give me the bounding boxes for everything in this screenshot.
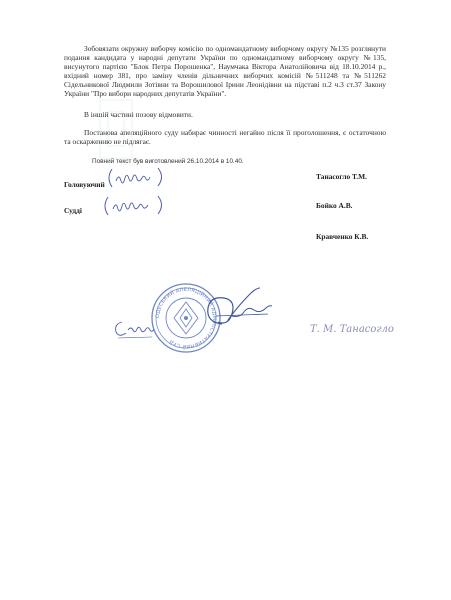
- paragraph-refusal: В іншій частині позову відмовити.: [84, 110, 193, 119]
- presiding-judge-name: Танасогло Т.М.: [316, 172, 367, 181]
- handwritten-signature-judges: [100, 194, 166, 218]
- handwritten-name-tanasoglo: [306, 318, 410, 340]
- presiding-label: Головуючий: [64, 180, 105, 189]
- paragraph-obligation: Зобовязати окружну виборчу комісію по одномандатному виборчому округу №135 розглянути подання кандидата у народні депутати України по одномандатному виборчому округу №135, висунутого партією "Блок Петра Порошенка", Наумчака Віктора Анатолійовича від 18.10.2014 р., вхідний номер 381, про заміну членів дільничних виборчих комісій №511248 та №511262 Сідельникової Людмили Зотівни та Ворошилової Ірини Леонідівни на підставі п.2 ч.3 ст.37 Закону України "Про вибори народних депутатів України".: [64, 44, 386, 98]
- svg-text:ОДЕСЬКИЙ АПЕЛЯЦІЙНИЙ АДМІНІСТР: ОДЕСЬКИЙ АПЕЛЯЦІЙНИЙ АДМІНІСТРАТИВНИЙ СУД: [154, 286, 218, 350]
- judge-1-name: Бойко А.В.: [316, 201, 353, 210]
- svg-text:Т. М. Танасогло: Т. М. Танасогло: [310, 324, 394, 335]
- judges-label: Судді: [64, 206, 82, 215]
- handwritten-signature-large: [198, 286, 276, 336]
- handwritten-signature-presiding: [104, 165, 166, 191]
- paragraph-effective: Постанова апеляційного суду набирає чинності негайно після її проголошення, є остаточною та оскарженню не підлягає.: [64, 128, 386, 146]
- judge-2-name: Кравченко К.В.: [316, 232, 369, 241]
- full-text-note: Повний текст був виготовлений 26.10.2014 в 10.40.: [92, 158, 244, 165]
